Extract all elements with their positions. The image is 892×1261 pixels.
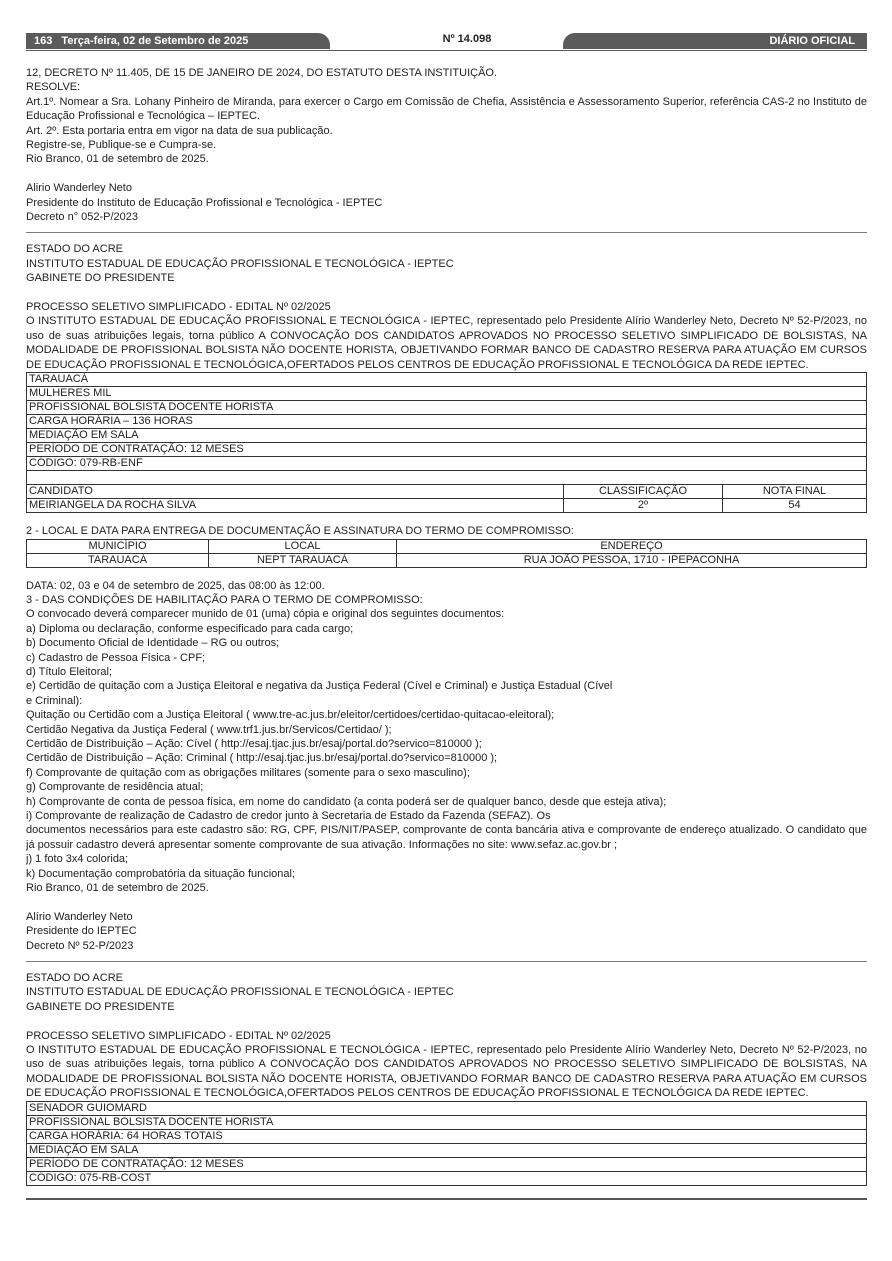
header-left-band	[26, 33, 330, 49]
info-cell: MEDIAÇÃO EM SALA	[27, 429, 867, 443]
signature-name: Alirio Wanderley Neto	[26, 182, 132, 195]
condition-line: c) Cadastro de Pessoa Física - CPF;	[26, 651, 206, 664]
condition-line: Rio Branco, 01 de setembro de 2025.	[26, 882, 209, 895]
info-cell: PERÍODO DE CONTRATAÇÃO: 12 MESES	[27, 1157, 867, 1171]
location-table	[26, 539, 867, 568]
section-divider	[26, 961, 867, 962]
address-cell: RUA JOÃO PESSOA, 1710 - IPEPACONHA	[397, 553, 867, 567]
heading-line: ESTADO DO ACRE	[26, 243, 123, 256]
candidate-name: MEIRIANGELA DA ROCHA SILVA	[27, 499, 564, 513]
condition-line: a) Diploma ou declaração, conforme especificado para cada cargo;	[26, 622, 354, 635]
info-cell: PROFISSIONAL BOLSISTA DOCENTE HORISTA	[27, 401, 867, 415]
header-rule	[26, 50, 867, 51]
info-cell: TARAUACÁ	[27, 373, 867, 387]
table-row	[27, 553, 867, 567]
section-2-title: 2 - LOCAL E DATA PARA ENTREGA DE DOCUMENTAÇÃO E ASSINATURA DO TERMO DE COMPROMISSO:	[26, 525, 574, 538]
heading-line: ESTADO DO ACRE	[26, 972, 123, 985]
header-date: Terça-feira, 02 de Setembro de 2025	[61, 35, 249, 47]
classification-header: CLASSIFICAÇÃO	[564, 485, 723, 499]
portaria-line: 12, DECRETO Nº 11.405, DE 15 DE JANEIRO DE 2024, DO ESTATUTO DESTA INSTITUIÇÃO.	[26, 67, 498, 79]
info-cell: PERÍODO DE CONTRATAÇÃO: 12 MESES	[27, 443, 867, 457]
local-header: LOCAL	[209, 539, 397, 553]
portaria-line: Registre-se, Publique-se e Cumpra-se.	[26, 139, 217, 152]
condition-line: b) Documento Oficial de Identidade – RG ou outros;	[26, 637, 280, 650]
page-number: 163	[34, 35, 53, 47]
info-cell: CÓDIGO: 079-RB-ENF	[27, 457, 867, 471]
portaria-line: RESOLVE:	[26, 81, 81, 94]
condition-line: g) Comprovante de residência atual;	[26, 781, 204, 794]
condition-line: e Criminal):	[26, 694, 83, 707]
signature-decree: Decreto n° 052-P/2023	[26, 211, 139, 224]
info-cell: CARGA HORÁRIA: 64 HORAS TOTAIS	[27, 1129, 867, 1143]
condition-line: O convocado deverá comparecer munido de 01 (uma) cópia e original dos seguintes documentos:	[26, 608, 505, 621]
portaria-line: Rio Branco, 01 de setembro de 2025.	[26, 153, 209, 166]
condition-line: 3 - DAS CONDIÇÕES DE HABILITAÇÃO PARA O TERMO DE COMPROMISSO:	[26, 593, 423, 606]
signature-name: Alírio Wanderley Neto	[26, 910, 133, 923]
portaria-article-1: Art.1º. Nomear a Sra. Lohany Pinheiro de Miranda, para exercer o Cargo em Comissão de Chefia, Assistência e Assessoramento Superior, referência CAS-2 no Instituto de Educação Profissional e Tecnológica – IEPTEC.	[26, 95, 867, 123]
condition-line: d) Título Eleitoral;	[26, 665, 113, 678]
heading-line: GABINETE DO PRESIDENTE	[26, 272, 175, 285]
course-info-table	[26, 372, 867, 513]
condition-line: h) Comprovante de conta de pessoa física, em nome do candidato (a conta poderá ser de qualquer banco, desde que esteja ativa);	[26, 795, 667, 808]
condition-line: Certidão de Distribuição – Ação: Criminal ( http://esaj.tjac.jus.br/esaj/portal.do?servico=810000 );	[26, 752, 498, 765]
footer-rule	[26, 1198, 867, 1200]
info-cell: SENADOR GUIOMARD	[27, 1101, 867, 1115]
municipality-cell: TARAUACÁ	[27, 553, 209, 567]
portaria-line: Art. 2º. Esta portaria entra em vigor na data de sua publicação.	[26, 124, 333, 137]
edital-intro: O INSTITUTO ESTADUAL DE EDUCAÇÃO PROFISSIONAL E TECNOLÓGICA - IEPTEC, representado pelo Presidente Alírio Wanderley Neto, Decreto Nº 52-P/2023, no uso de suas atribuições legais, torna público A CONVOCAÇÃO DOS CANDIDATOS APROVADOS NO PROCESSO SELETIVO SIMPLIFICADO DE BOLSISTAS, NA MODALIDADE DE PROFISSIONAL BOLSISTA NÃO DOCENTE HORISTA, OBJETIVANDO FORMAR BANCO DE CADASTRO RESERVA PARA ATUAÇÃO EM CURSOS DE EDUCAÇÃO PROFISSIONAL E TECNOLÓGICA,OFERTADOS PELOS CENTROS DE EDUCAÇÃO PROFISSIONAL E TECNOLÓGICA DA REDE IEPTEC.	[26, 1044, 867, 1100]
address-header: ENDEREÇO	[397, 539, 867, 553]
candidate-classification: 2º	[564, 499, 723, 513]
info-cell: MEDIAÇÃO EM SALA	[27, 1143, 867, 1157]
info-cell: MULHERES MIL	[27, 387, 867, 401]
signature-decree: Decreto Nº 52-P/2023	[26, 939, 134, 952]
page-content	[26, 66, 867, 1200]
heading-line: INSTITUTO ESTADUAL DE EDUCAÇÃO PROFISSIONAL E TECNOLÓGICA - IEPTEC	[26, 257, 454, 270]
date-line: DATA: 02, 03 e 04 de setembro de 2025, das 08:00 às 12:00.	[26, 579, 325, 592]
edital-title: PROCESSO SELETIVO SIMPLIFICADO - EDITAL Nº 02/2025	[26, 301, 331, 314]
edital-title: PROCESSO SELETIVO SIMPLIFICADO - EDITAL Nº 02/2025	[26, 1029, 331, 1042]
municipality-header: MUNICÍPIO	[27, 539, 209, 553]
condition-line: Certidão de Distribuição – Ação: Cível ( http://esaj.tjac.jus.br/esaj/portal.do?servico=810000 );	[26, 737, 482, 750]
info-cell: CARGA HORÁRIA – 136 HORAS	[27, 415, 867, 429]
condition-line: Certidão Negativa da Justiça Federal ( www.trf1.jus.br/Servicos/Certidao/ );	[26, 723, 392, 736]
heading-line: INSTITUTO ESTADUAL DE EDUCAÇÃO PROFISSIONAL E TECNOLÓGICA - IEPTEC	[26, 986, 454, 999]
spacer-cell	[27, 471, 867, 485]
signature-role: Presidente do Instituto de Educação Profissional e Tecnológica - IEPTEC	[26, 196, 383, 209]
condition-line: e) Certidão de quitação com a Justiça Eleitoral e negativa da Justiça Federal (Cível e Criminal) e Justiça Estadual (Cível	[26, 680, 613, 693]
page-header	[26, 33, 867, 49]
local-cell: NEPT TARAUACÁ	[209, 553, 397, 567]
section-divider	[26, 232, 867, 233]
edital-intro: O INSTITUTO ESTADUAL DE EDUCAÇÃO PROFISSIONAL E TECNOLÓGICA - IEPTEC, representado pelo Presidente Alírio Wanderley Neto, Decreto Nº 52-P/2023, no uso de suas atribuições legais, torna público A CONVOCAÇÃO DOS CANDIDATOS APROVADOS NO PROCESSO SELETIVO SIMPLIFICADO DE BOLSISTAS, NA MODALIDADE DE PROFISSIONAL BOLSISTA NÃO DOCENTE HORISTA, OBJETIVANDO FORMAR BANCO DE CADASTRO RESERVA PARA ATUAÇÃO EM CURSOS DE EDUCAÇÃO PROFISSIONAL E TECNOLÓGICA,OFERTADOS PELOS CENTROS DE EDUCAÇÃO PROFISSIONAL E TECNOLÓGICA DA REDE IEPTEC.	[26, 315, 867, 371]
table-row	[27, 499, 867, 513]
heading-line: GABINETE DO PRESIDENTE	[26, 1000, 175, 1013]
course-info-table	[26, 1101, 867, 1186]
condition-line: i) Comprovante de realização de Cadastro de credor junto à Secretaria de Estado da Fazenda (SEFAZ). Os	[26, 810, 551, 822]
condition-paragraph: documentos necessários para este cadastro são: RG, CPF, PIS/NIT/PASEP, comprovante de conta bancária ativa e comprovante de endereço atualizado. O candidato que já possuir cadastro deverá apresentar somente comprovante de sua ativação. Informações no site: www.sefaz.ac.gov.br ;	[26, 824, 867, 851]
edition-number: Nº 14.098	[442, 33, 492, 45]
journal-name: DIÁRIO OFICIAL	[563, 33, 867, 49]
final-grade-header: NOTA FINAL	[723, 485, 867, 499]
candidate-header: CANDIDATO	[27, 485, 564, 499]
condition-line: Quitação ou Certidão com a Justiça Eleitoral ( www.tre-ac.jus.br/eleitor/certidoes/certidao-quitacao-eleitoral);	[26, 709, 555, 722]
info-cell: CÓDIGO: 075-RB-COST	[27, 1171, 867, 1185]
info-cell: PROFISSIONAL BOLSISTA DOCENTE HORISTA	[27, 1115, 867, 1129]
candidate-grade: 54	[723, 499, 867, 513]
signature-role: Presidente do IEPTEC	[26, 925, 137, 938]
condition-line: f) Comprovante de quitação com as obrigações militares (somente para o sexo masculino);	[26, 766, 470, 779]
condition-line: j) 1 foto 3x4 colorida;	[26, 853, 129, 866]
condition-line: k) Documentação comprobatória da situação funcional;	[26, 867, 296, 880]
